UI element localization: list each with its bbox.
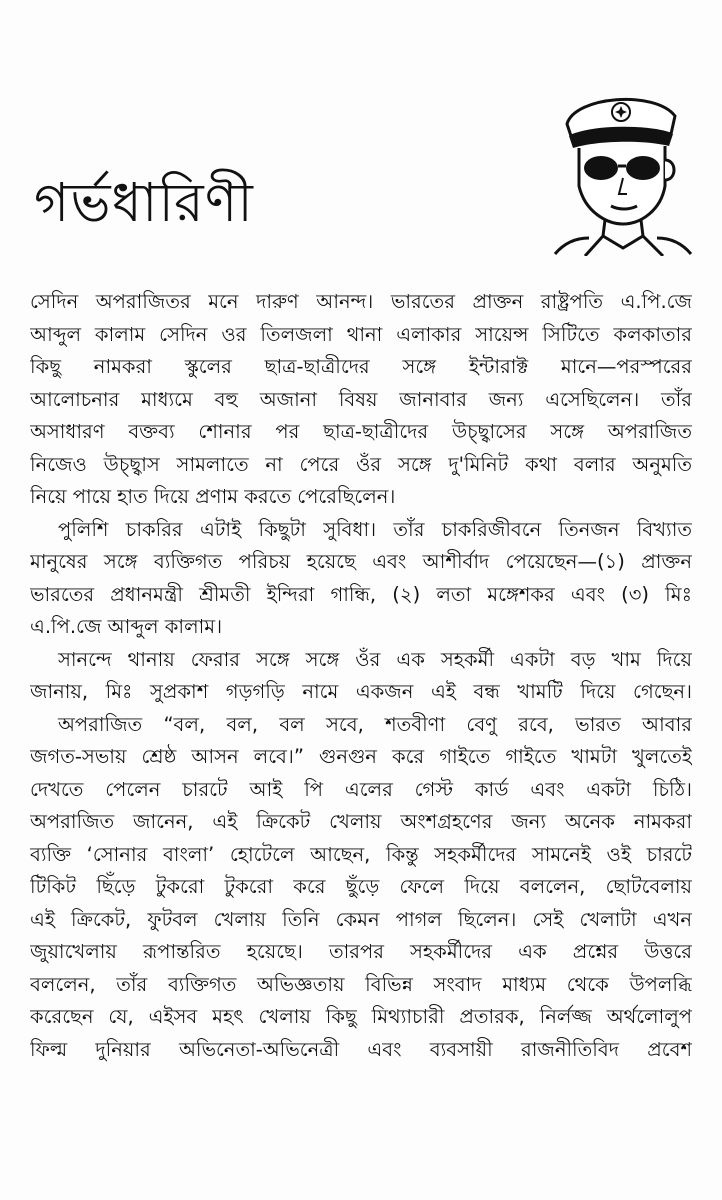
text-line: অপরাজিত “বল, বল, বল সবে, শতবীণা বেণু রবে, ভারত আবার: [58, 712, 692, 736]
text-line: ফিল্ম দুনিয়ার অভিনেতা-অভিনেত্রী এবং ব্যবসায়ী রাজনীতিবিদ প্রবেশ: [30, 1037, 692, 1061]
text-line: জানায়, মিঃ সুপ্রকাশ গড়গড়ি নামে একজন এই বন্ধ খামটি দিয়ে গেছেন।: [30, 680, 692, 703]
text-line: অসাধারণ বক্তব্য শোনার পর ছাত্র-ছাত্রীদের উচ্ছ্বাসের সঙ্গে অপরাজিত: [30, 420, 692, 443]
text-line: টিকিট ছিঁড়ে টুকরো টুকরো করে ছুঁড়ে ফেলে দিয়ে বললেন, ছোটবেলায়: [30, 875, 692, 898]
text-line: ব্যক্তি ‘সোনার বাংলা’ হোটেলে আছেন, কিন্তু সহকর্মীদের সামনেই ওই চারটে: [30, 842, 692, 866]
text-line: কিছু নামকরা স্কুলের ছাত্র-ছাত্রীদের সঙ্গে ইন্টারাক্ট মানে—পরস্পরের: [30, 355, 692, 378]
text-line: জগত-সভায় শ্রেষ্ঠ আসন লবে।” গুনগুন করে গাইতে গাইতে খামটা খুলতেই: [30, 745, 692, 768]
body-text: [30, 286, 692, 1066]
text-line: আলোচনার মাধ্যমে বহু অজানা বিষয় জানাবার জন্য এসেছিলেন। তাঁর: [30, 387, 692, 411]
text-line: ভারতের প্রধানমন্ত্রী শ্রীমতী ইন্দিরা গান্ধি, (২) লতা মঙ্গেশকর এবং (৩) মিঃ: [30, 582, 692, 606]
text-line: এ.পি.জে আব্দুল কালাম।: [30, 615, 223, 638]
text-line: অপরাজিত জানেন, এই ক্রিকেট খেলায় অংশগ্রহণের জন্য অনেক নামকরা: [30, 810, 692, 833]
text-line: বললেন, তাঁর ব্যক্তিগত অভিজ্ঞতায় বিভিন্ন সংবাদ মাধ্যম থেকে উপলব্ধি: [30, 972, 692, 996]
chapter-title: গর্ভধারিণী: [34, 171, 254, 235]
text-line: পুলিশি চাকরির এটাই কিছুটা সুবিধা। তাঁর চাকরিজীবনে তিনজন বিখ্যাত: [58, 517, 692, 541]
text-line: সেদিন অপরাজিতর মনে দারুণ আনন্দ। ভারতের প্রাক্তন রাষ্ট্রপতি এ.পি.জে: [30, 290, 692, 313]
police-officer-sketch-icon: [545, 86, 695, 256]
text-line: নিয়ে পায়ে হাত দিয়ে প্রণাম করতে পেরেছিলেন।: [30, 485, 396, 508]
text-line: মানুষের সঙ্গে ব্যক্তিগত পরিচয় হয়েছে এবং আশীর্বাদ পেয়েছেন—(১) প্রাক্তন: [30, 550, 692, 573]
text-line: জুয়াখেলায় রূপান্তরিত হয়েছে। তারপর সহকর্মীদের এক প্রশ্নের উত্তরে: [30, 940, 692, 963]
text-line: সানন্দে থানায় ফেরার সঙ্গে সঙ্গে ওঁর এক সহকর্মী একটা বড় খাম দিয়ে: [58, 647, 692, 671]
text-line: দেখতে পেলেন চারটে আই পি এলের গেস্ট কার্ড এবং একটা চিঠি।: [30, 777, 692, 801]
text-line: করেছেন যে, এইসব মহৎ খেলায় কিছু মিথ্যাচারী প্রতারক, নির্লজ্জ অর্থলোলুপ: [30, 1005, 692, 1028]
text-line: নিজেও উচ্ছ্বাস সামলাতে না পেরে ওঁর সঙ্গে দু'মিনিট কথা বলার অনুমতি: [30, 452, 692, 476]
text-line: এই ক্রিকেট, ফুটবল খেলায় তিনি কেমন পাগল ছিলেন। সেই খেলাটা এখন: [30, 907, 692, 931]
text-line: আব্দুল কালাম সেদিন ওর তিলজলা থানা এলাকার সায়েন্স সিটিতে কলকাতার: [30, 322, 692, 346]
